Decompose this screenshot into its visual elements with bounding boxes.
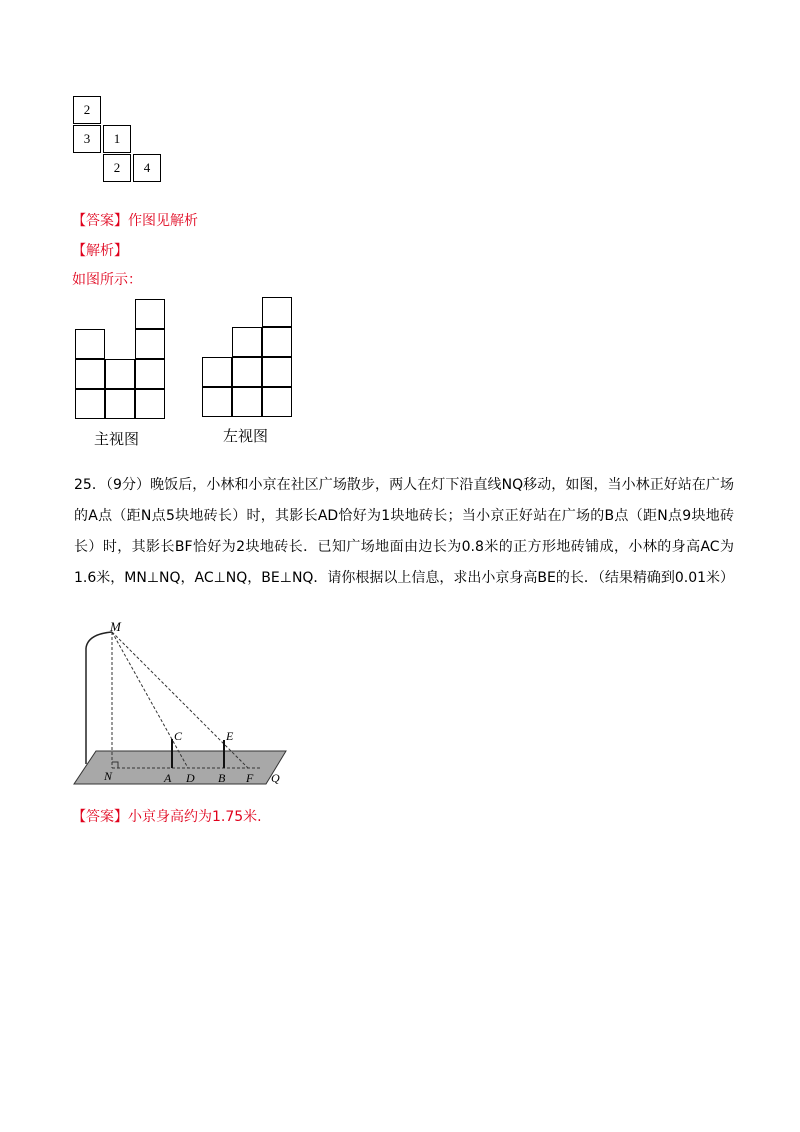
label-N: N — [104, 769, 113, 783]
answer-line-2 — [72, 806, 262, 826]
answer-bracket: 【答案】 — [72, 809, 128, 825]
problem-25-text: 25．（9分）晚饭后，小林和小京在社区广场散步，两人在灯下沿直线NQ移动，如图，当小林正好站在广场的A点（距N点5块地砖长）时，其影长AD恰好为1块地砖长；当小京正好站在广场的B点（距N点9块地砖长）时，其影长BF恰好为2块地砖长．已知广场地面由边长为0.8米的正方形地砖铺成，小林的身高AC为1.6米，MN⊥NQ，AC⊥NQ，BE⊥NQ．请你根据以上信息，求出小京身高BE的长．（结果精确到0.01米） — [74, 477, 735, 586]
label-D: D — [186, 771, 195, 785]
left-view-cell — [262, 297, 292, 327]
front-view-cell — [75, 329, 105, 359]
net-cell: 2 — [73, 96, 101, 124]
left-view-cell — [202, 357, 232, 387]
left-view-cell — [232, 327, 262, 357]
lamp-shadow-figure — [66, 618, 296, 790]
ray-M-D — [112, 632, 188, 768]
label-E: E — [226, 729, 234, 743]
front-view-cell — [135, 359, 165, 389]
label-A: A — [164, 771, 172, 785]
label-F: F — [246, 771, 254, 785]
left-view-cell — [232, 357, 262, 387]
net-cell: 1 — [103, 125, 131, 153]
left-view-cell — [232, 387, 262, 417]
left-view-cell — [202, 387, 232, 417]
answer-text: 作图见解析 — [128, 213, 198, 229]
answer-text: 小京身高约为1.75米. — [128, 809, 262, 825]
analysis-heading: 【解析】 — [72, 243, 128, 259]
label-C: C — [174, 729, 183, 743]
net-cell: 2 — [103, 154, 131, 182]
left-view-caption: 左视图 — [223, 427, 269, 445]
label-M: M — [110, 619, 121, 634]
front-view-cell — [135, 389, 165, 419]
ray-M-F — [112, 632, 248, 768]
front-view-cell — [105, 359, 135, 389]
left-view-cell — [262, 327, 292, 357]
answer-bracket: 【答案】 — [72, 213, 128, 229]
front-view-cell — [135, 299, 165, 329]
net-cell: 3 — [73, 125, 101, 153]
left-view-cell — [262, 357, 292, 387]
label-B: B — [218, 771, 226, 785]
front-view-cell — [75, 389, 105, 419]
as-shown-text: 如图所示： — [72, 272, 142, 288]
net-cell: 4 — [133, 154, 161, 182]
lamp-arm — [86, 632, 112, 648]
front-view-cell — [75, 359, 105, 389]
front-view-caption: 主视图 — [94, 430, 140, 448]
answer-line-1 — [72, 210, 198, 230]
left-view-cell — [262, 387, 292, 417]
front-view-cell — [135, 329, 165, 359]
front-view-cell — [105, 389, 135, 419]
label-Q: Q — [271, 771, 280, 785]
